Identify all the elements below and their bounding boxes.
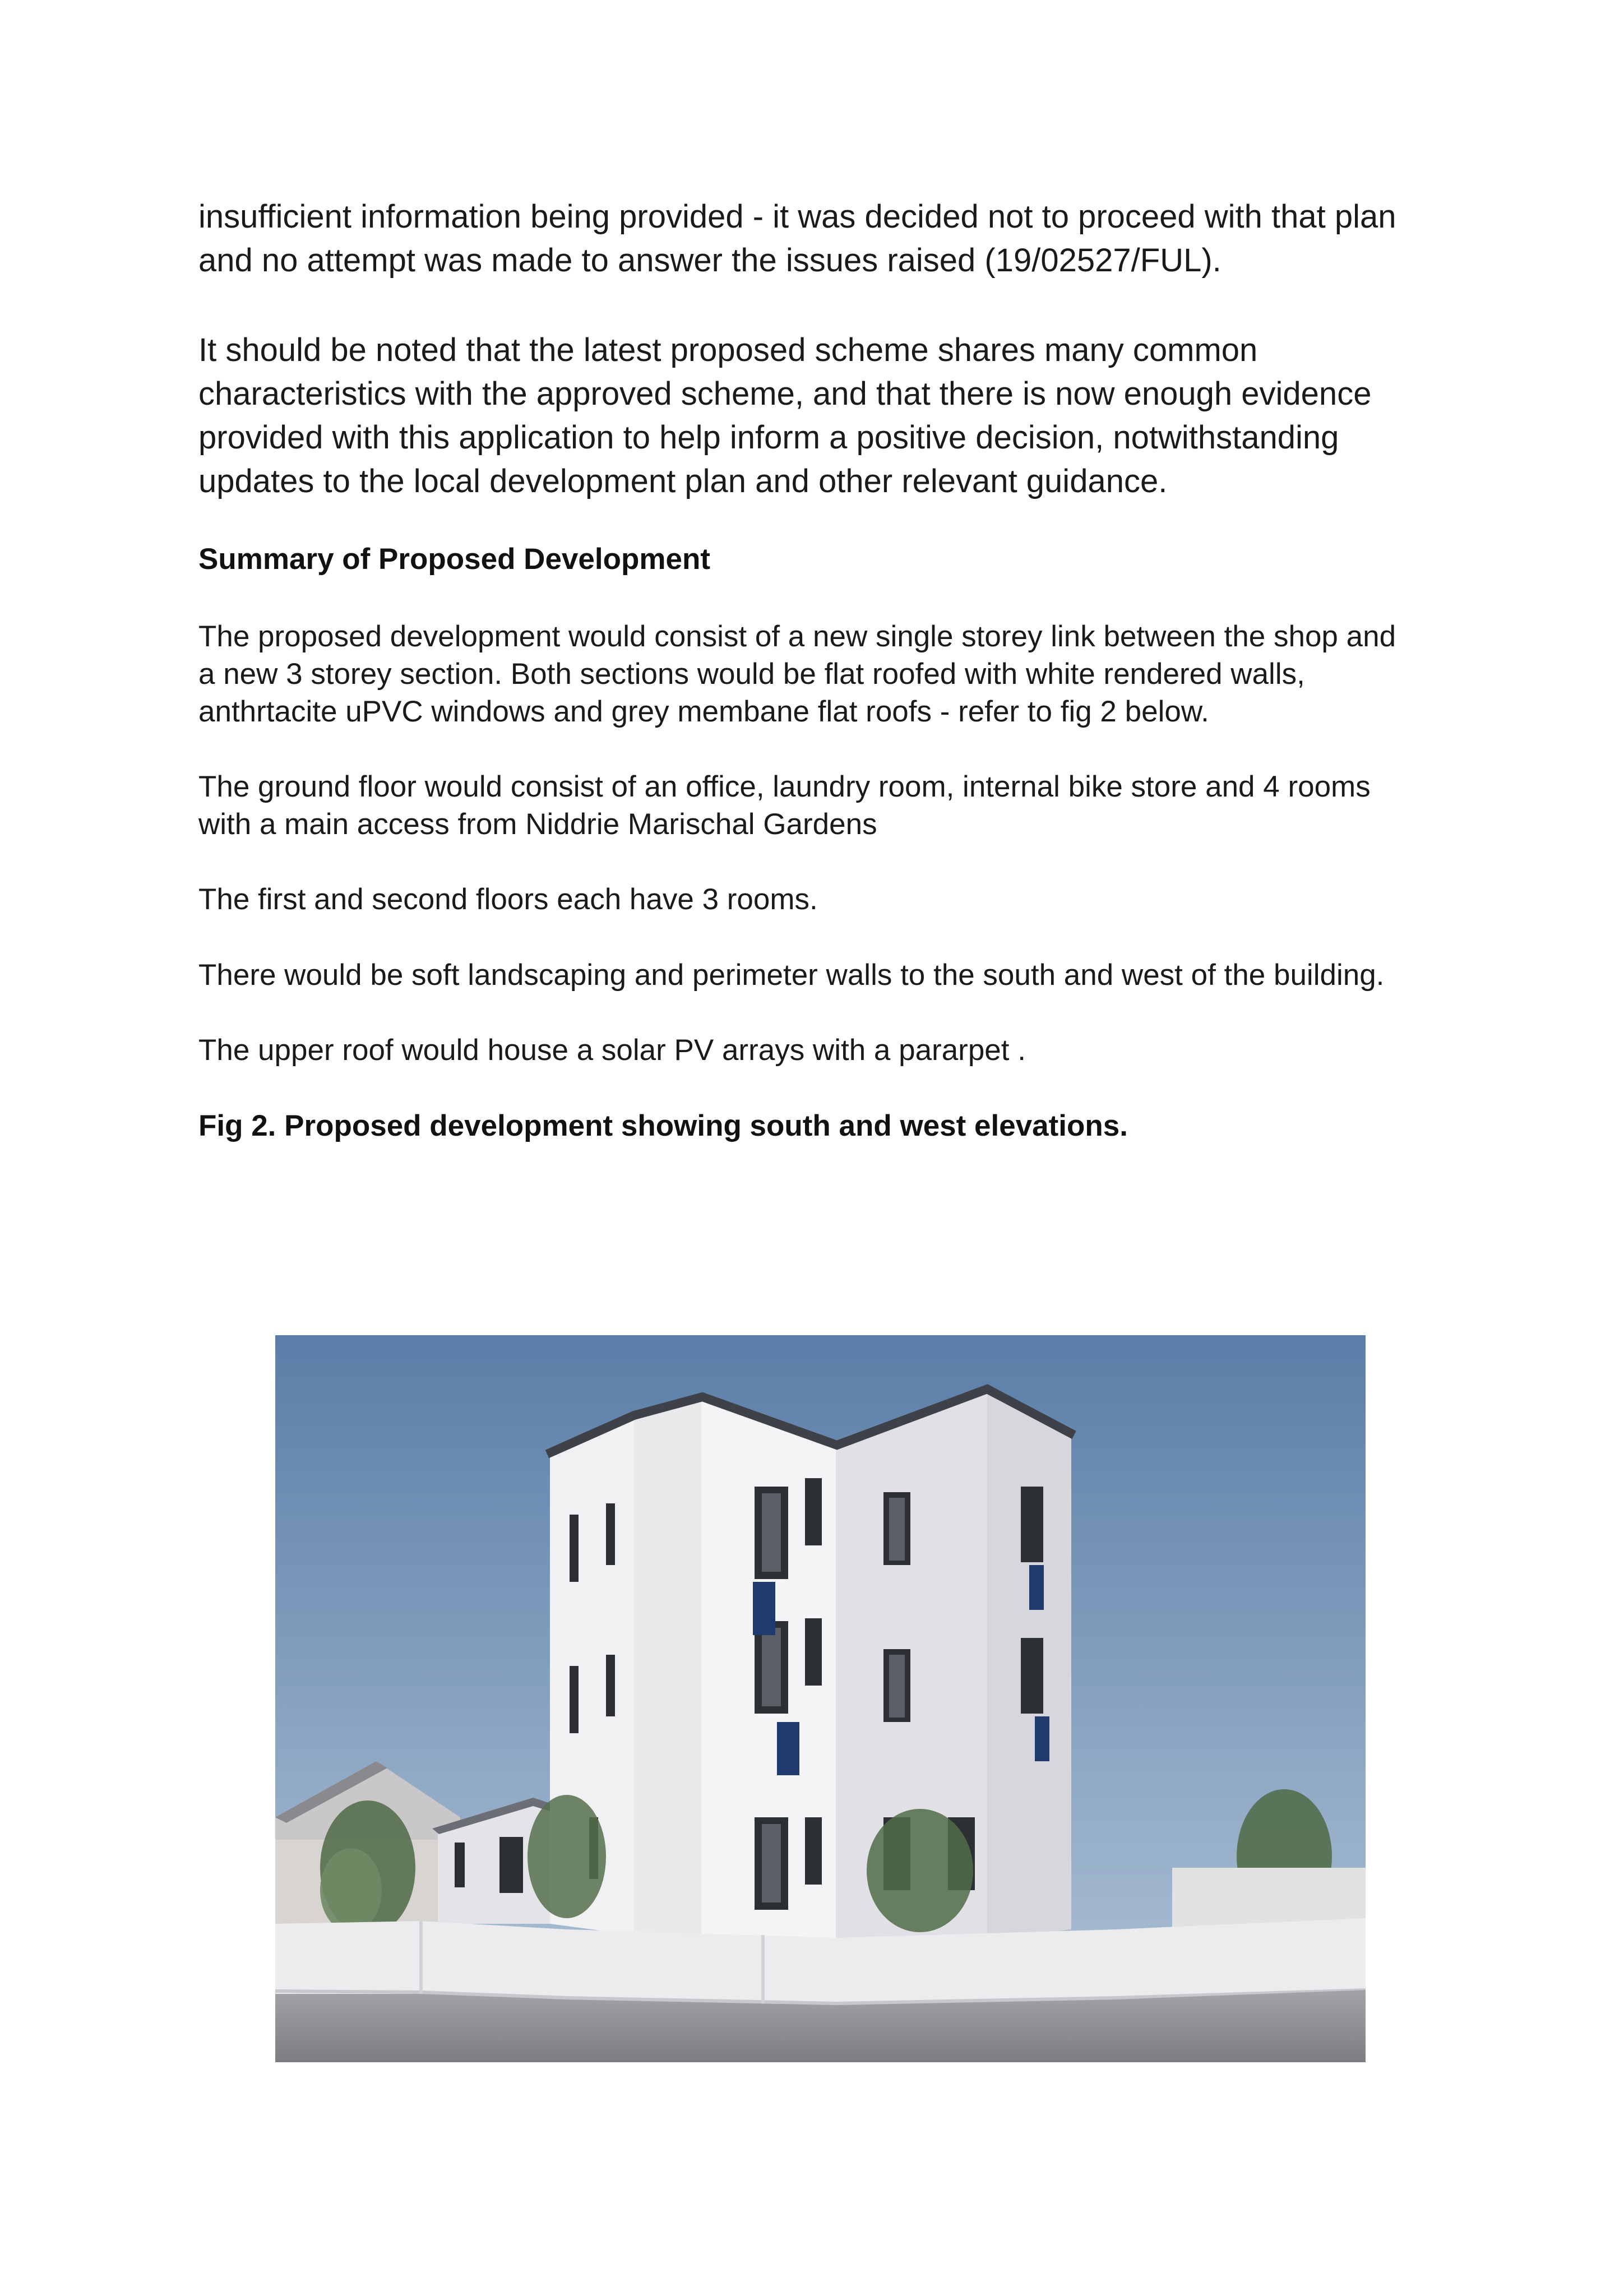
text-line: anthrtacite uPVC windows and grey membane flat roofs - refer to fig 2 below. (198, 695, 1209, 728)
text-line: and no attempt was made to answer the issues raised (19/02527/FUL). (198, 242, 1222, 279)
section-heading-summary: Summary of Proposed Development (198, 543, 710, 576)
paragraph-ground-floor (198, 768, 1465, 843)
text-line: updates to the local development plan and other relevant guidance. (198, 463, 1168, 499)
text-line: The proposed development would consist of a new single storey link between the shop and (198, 620, 1396, 653)
text-line: insufficient information being provided - it was decided not to proceed with that plan (198, 198, 1396, 235)
building-render-image (275, 1335, 1366, 2062)
paragraph-development (198, 618, 1465, 730)
text-line: It should be noted that the latest proposed scheme shares many common (198, 332, 1258, 368)
text-line: The first and second floors each have 3 rooms. (198, 883, 818, 916)
text-line: There would be soft landscaping and perimeter walls to the south and west of the building. (198, 959, 1385, 992)
paragraph-roof (198, 1031, 1465, 1069)
paragraph-scheme-note (198, 328, 1465, 503)
paragraph-upper-floors (198, 881, 1465, 918)
text-line: The ground floor would consist of an office, laundry room, internal bike store and 4 rooms (198, 770, 1371, 803)
three-storey-building (547, 1389, 1074, 1946)
figure-caption: Fig 2. Proposed development showing south and west elevations. (198, 1109, 1128, 1142)
text-line: characteristics with the approved scheme, and that there is now enough evidence (198, 376, 1372, 412)
text-line: a new 3 storey section. Both sections would be flat roofed with white rendered walls, (198, 658, 1305, 691)
paragraph-landscaping (198, 956, 1465, 994)
text-line: provided with this application to help inform a positive decision, notwithstanding (198, 419, 1339, 456)
text-line: The upper roof would house a solar PV arrays with a pararpet . (198, 1034, 1026, 1067)
text-line: with a main access from Niddrie Marischal Gardens (198, 808, 877, 841)
paragraph-intro-continuation (198, 195, 1465, 283)
